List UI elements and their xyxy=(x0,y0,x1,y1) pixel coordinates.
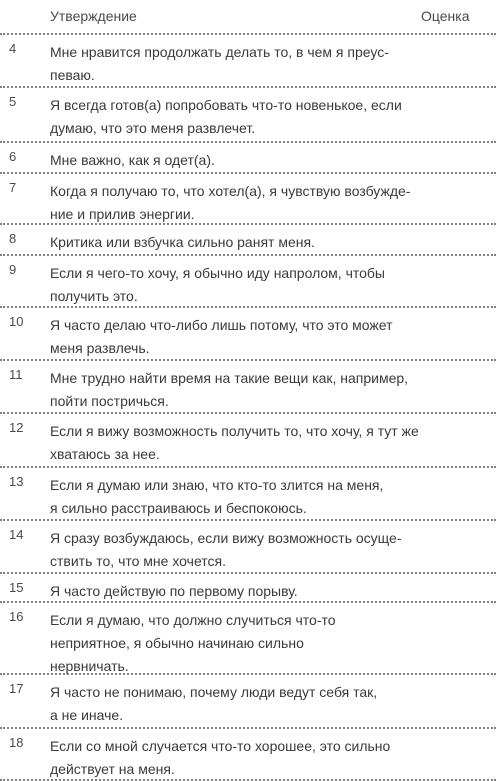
row-number: 5 xyxy=(9,94,17,109)
row-number: 7 xyxy=(9,180,17,195)
row-number: 16 xyxy=(9,609,24,624)
statement-row xyxy=(0,35,496,86)
row-number: 15 xyxy=(9,580,24,595)
statement-text: Когда я получаю то, что хотел(а), я чувствую возбужде- ние и прилив энергии. xyxy=(50,183,411,222)
statement-row xyxy=(0,361,496,412)
row-number: 11 xyxy=(9,367,23,382)
row-number: 13 xyxy=(9,474,24,489)
statement-row xyxy=(0,521,496,572)
row-number: 14 xyxy=(9,527,24,542)
statement-text: Я часто делаю что-либо лишь потому, что это может меня развлечь. xyxy=(50,317,393,356)
statement-row xyxy=(0,468,496,519)
row-number: 9 xyxy=(9,262,17,277)
statement-row xyxy=(0,225,496,254)
statement-text: Критика или взбучка сильно ранят меня. xyxy=(50,234,315,250)
statement-text: Мне трудно найти время на такие вещи как, например, пойти постричься. xyxy=(50,370,409,409)
statement-text: Если я вижу возможность получить то, что хочу, я тут же хватаюсь за нее. xyxy=(50,423,419,462)
statement-text: Я часто не понимаю, почему люди ведут себя так, а не иначе. xyxy=(50,684,378,723)
row-number: 6 xyxy=(9,149,17,164)
statement-text: Мне нравится продолжать делать то, в чем я преус- певаю. xyxy=(50,44,389,83)
row-number: 17 xyxy=(9,681,24,696)
statement-row xyxy=(0,414,496,466)
statement-row xyxy=(0,143,496,172)
statement-list xyxy=(0,35,496,781)
row-number: 8 xyxy=(9,231,17,246)
statement-row xyxy=(0,603,496,673)
statement-column-header: Утверждение xyxy=(50,8,137,24)
statement-text: Если я думаю, что должно случиться что-то неприятное, я обычно начинаю сильно нервничать. xyxy=(50,612,336,674)
statement-text: Я сразу возбуждаюсь, если вижу возможность осуще- ствить то, что мне хочется. xyxy=(50,530,402,569)
statement-text: Я всегда готов(а) попробовать что-то новенькое, если думаю, что это меня развлечет. xyxy=(50,97,402,136)
statement-row xyxy=(0,256,496,306)
row-number: 4 xyxy=(9,41,17,56)
statement-row xyxy=(0,308,496,359)
row-number: 18 xyxy=(9,735,24,750)
statement-row xyxy=(0,729,496,779)
statement-row xyxy=(0,574,496,601)
row-number: 10 xyxy=(9,314,24,329)
statement-text: Мне важно, как я одет(а). xyxy=(50,152,215,168)
row-number: 12 xyxy=(9,420,24,435)
statement-row xyxy=(0,174,496,223)
score-column-header: Оценка xyxy=(421,8,470,24)
statement-text: Если я чего-то хочу, я обычно иду напролом, чтобы получить это. xyxy=(50,265,385,304)
statement-text: Если я думаю или знаю, что кто-то злится на меня, я сильно расстраиваюсь и беспокоюсь. xyxy=(50,477,384,516)
statement-row xyxy=(0,675,496,727)
statement-row xyxy=(0,88,496,141)
table-header xyxy=(0,0,496,33)
statement-text: Если со мной случается что-то хорошее, это сильно действует на меня. xyxy=(50,738,391,777)
statement-text: Я часто действую по первому порыву. xyxy=(50,583,298,599)
